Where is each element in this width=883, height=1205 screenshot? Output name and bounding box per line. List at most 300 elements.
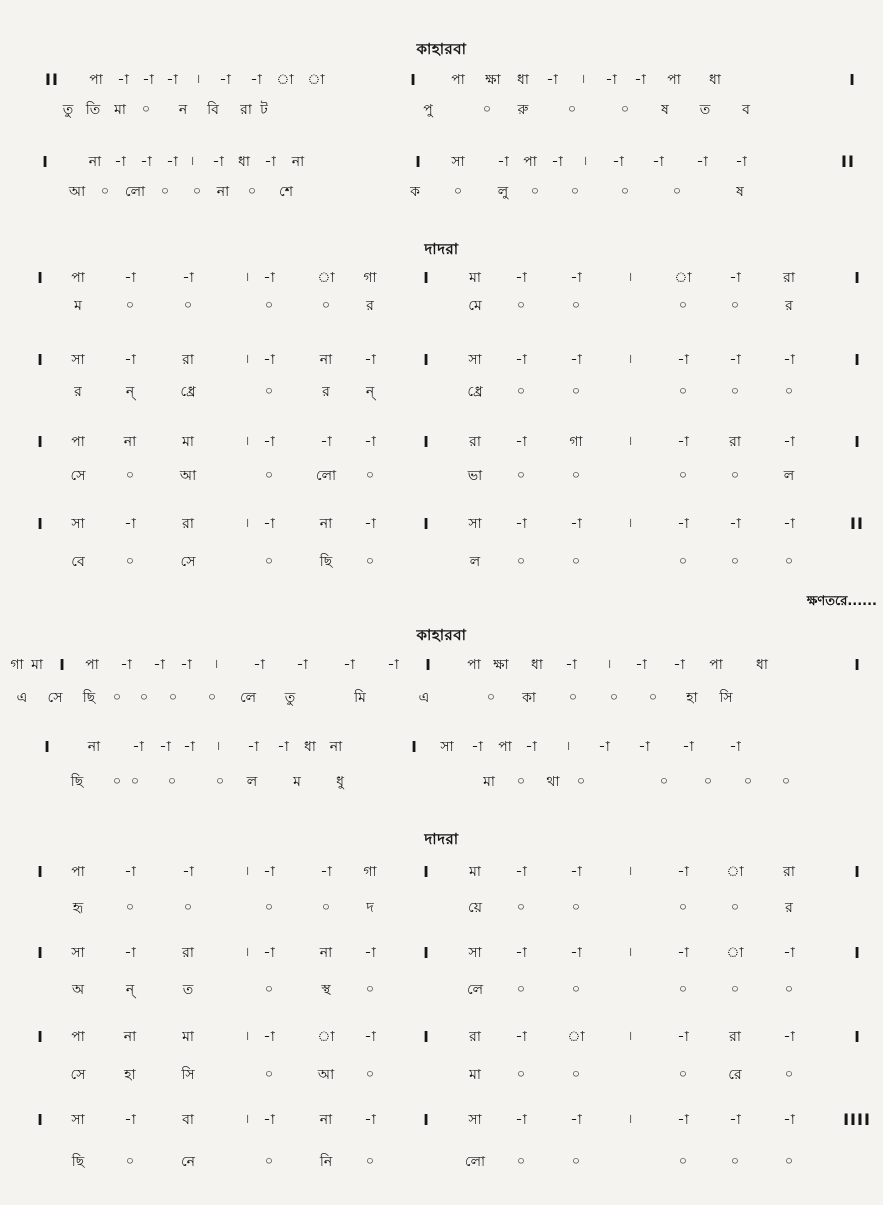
lyric-syllable: ত: [182, 982, 194, 998]
bar-line: I: [44, 738, 50, 756]
swara-note: -া: [677, 434, 689, 450]
lyric-syllable: ০: [516, 1154, 526, 1169]
lyric-syllable: সি: [181, 1067, 195, 1083]
swara-note: া: [317, 270, 335, 286]
swara-note: -া: [132, 739, 144, 755]
swara-note: -া: [471, 739, 483, 755]
swara-note: -া: [729, 270, 741, 286]
lyric-syllable: ০: [167, 774, 177, 789]
bar-line: I: [42, 153, 48, 171]
lyric-syllable: ০: [365, 1067, 375, 1082]
lyric-row: [0, 296, 883, 326]
lyric-syllable: র: [785, 298, 793, 314]
lyric-syllable: ০: [678, 384, 688, 399]
swara-note: -া: [638, 739, 650, 755]
swara-note: -া: [783, 352, 795, 368]
lyric-syllable: ব: [742, 102, 750, 118]
swara-note: ক্ষা: [493, 657, 509, 673]
lyric-syllable: ০: [264, 1154, 274, 1169]
swara-note: -া: [320, 864, 332, 880]
swara-note: -া: [183, 739, 195, 755]
bar-line: ।: [213, 657, 219, 672]
lyric-syllable: ০: [183, 900, 193, 915]
swara-note: ধা: [756, 657, 768, 673]
bar-line: I: [37, 944, 43, 962]
lyric-syllable: ০: [482, 102, 492, 117]
bar-line: I: [423, 515, 429, 533]
bar-line: I: [411, 738, 417, 756]
swara-note: না: [123, 1029, 137, 1045]
lyric-syllable: ০: [130, 774, 140, 789]
section-title: দাদরা: [424, 830, 459, 848]
lyric-syllable: ০: [678, 982, 688, 997]
bar-line: ।: [627, 1112, 633, 1127]
lyric-syllable: র: [366, 298, 374, 314]
lyric-syllable: ০: [207, 690, 217, 705]
swara-note: -া: [212, 154, 224, 170]
lyric-syllable: ০: [576, 774, 586, 789]
swara-note: ধা: [517, 72, 529, 88]
swara-note: -া: [570, 945, 582, 961]
lyric-syllable: ০: [125, 554, 135, 569]
swara-note: -া: [263, 1029, 275, 1045]
lyric-syllable: থা: [546, 774, 560, 790]
lyric-syllable: র: [322, 384, 330, 400]
lyric-syllable: ধ্রে: [180, 384, 196, 400]
swara-note: -া: [166, 72, 178, 88]
lyric-syllable: ০: [571, 468, 581, 483]
lyric-syllable: ০: [678, 1154, 688, 1169]
swara-note: পা: [71, 1029, 85, 1045]
notation-row: [0, 862, 883, 892]
lyric-syllable: মি: [354, 690, 366, 706]
lyric-syllable: ০: [264, 468, 274, 483]
swara-note: -া: [264, 154, 276, 170]
swara-note: গা: [363, 864, 377, 880]
lyric-syllable: নে: [180, 1154, 196, 1170]
swara-note: পা: [71, 864, 85, 880]
lyric-syllable: ০: [678, 1067, 688, 1082]
swara-note: -া: [612, 154, 624, 170]
lyric-syllable: ০: [516, 1067, 526, 1082]
swara-note: -া: [551, 154, 563, 170]
lyric-syllable: ০: [453, 184, 463, 199]
swara-note: -া: [253, 657, 265, 673]
section-title: কাহারবা: [416, 626, 467, 644]
lyric-syllable: ০: [730, 468, 740, 483]
bar-line: ।: [582, 154, 588, 169]
swara-note: া: [276, 72, 294, 88]
lyric-syllable: না: [216, 184, 230, 200]
swara-note: -া: [729, 352, 741, 368]
notation-row: [0, 350, 883, 380]
lyric-row: [0, 100, 883, 130]
bar-line: ।: [244, 1029, 250, 1044]
swara-note: না: [319, 516, 333, 532]
lyric-syllable: ০: [730, 982, 740, 997]
bar-line: I: [423, 351, 429, 369]
bar-line: ।: [627, 945, 633, 960]
lyric-syllable: ০: [678, 468, 688, 483]
swara-note: রা: [783, 270, 795, 286]
swara-note: -া: [124, 516, 136, 532]
lyric-row: [0, 182, 883, 212]
lyric-row: [0, 1065, 883, 1095]
lyric-syllable: ০: [730, 554, 740, 569]
bar-line: ।: [244, 516, 250, 531]
swara-note: ধা: [709, 72, 721, 88]
notation-row: [0, 943, 883, 973]
lyric-syllable: নি: [319, 1154, 333, 1170]
swara-note: -া: [525, 739, 537, 755]
swara-note: না: [88, 154, 102, 170]
lyric-row: [0, 772, 883, 802]
swara-note: -া: [515, 270, 527, 286]
lyric-syllable: ০: [215, 774, 225, 789]
lyric-syllable: ০: [678, 298, 688, 313]
bar-line: ।: [244, 1112, 250, 1127]
bar-line: ।: [606, 657, 612, 672]
lyric-syllable: লে: [239, 690, 257, 706]
lyric-row: [0, 688, 883, 718]
section-title: দাদরা: [424, 240, 459, 258]
lyric-syllable: ০: [516, 384, 526, 399]
lyric-syllable: ০: [784, 1067, 794, 1082]
swara-note: -া: [364, 1112, 376, 1128]
bar-line: I: [854, 656, 860, 674]
swara-note: রা: [729, 1029, 741, 1045]
lyric-syllable: দ: [366, 900, 374, 916]
swara-note: সা: [468, 352, 482, 368]
lyric-syllable: ০: [567, 102, 577, 117]
lyric-syllable: ০: [730, 1154, 740, 1169]
lyric-syllable: ০: [183, 298, 193, 313]
lyric-syllable: ০: [365, 468, 375, 483]
swara-note: সা: [468, 516, 482, 532]
bar-line: II: [850, 514, 864, 533]
notation-row: [0, 432, 883, 462]
swara-note: -া: [570, 864, 582, 880]
lyric-syllable: ০: [672, 184, 682, 199]
bar-line: ।: [565, 739, 571, 754]
bar-line: I: [37, 1028, 43, 1046]
swara-note: -া: [263, 1112, 275, 1128]
swara-note: া: [567, 1029, 585, 1045]
swara-note: পা: [71, 270, 85, 286]
swara-note: -া: [364, 352, 376, 368]
lyric-syllable: মে: [468, 298, 482, 314]
lyric-syllable: ০: [160, 184, 170, 199]
lyric-row: [0, 382, 883, 412]
swara-note: -া: [634, 72, 646, 88]
swara-note: -া: [140, 154, 152, 170]
lyric-syllable: ০: [609, 690, 619, 705]
swara-note: না: [123, 434, 137, 450]
swara-note: ধা: [238, 154, 250, 170]
swara-note: -া: [515, 1029, 527, 1045]
lyric-syllable: সে: [70, 468, 86, 484]
swara-note: -া: [515, 434, 527, 450]
bar-line: II: [841, 152, 855, 171]
lyric-syllable: শে: [279, 184, 293, 200]
lyric-syllable: ০: [571, 554, 581, 569]
swara-note: পা: [85, 657, 99, 673]
swara-note: রা: [729, 434, 741, 450]
lyric-syllable: ০: [678, 900, 688, 915]
lyric-syllable: ন্: [365, 384, 375, 400]
swara-note: -া: [783, 434, 795, 450]
swara-note: -া: [263, 270, 275, 286]
swara-note: না: [291, 154, 305, 170]
lyric-syllable: ০: [321, 900, 331, 915]
swara-note: -া: [677, 1112, 689, 1128]
footnote: ক্ষণতরে......: [806, 594, 877, 609]
lyric-syllable: ল: [246, 774, 258, 790]
swara-note: -া: [263, 352, 275, 368]
lyric-syllable: মা: [469, 1067, 481, 1083]
swara-note: পা: [89, 72, 103, 88]
lyric-syllable: ০: [264, 298, 274, 313]
swara-note: পা: [467, 657, 481, 673]
swara-note: সা: [71, 945, 85, 961]
lyric-syllable: হা: [686, 690, 698, 706]
bar-line: I: [37, 1111, 43, 1129]
lyric-syllable: কা: [522, 690, 536, 706]
swara-note: -া: [182, 270, 194, 286]
lyric-syllable: ০: [365, 554, 375, 569]
lyric-syllable: ০: [321, 298, 331, 313]
lyric-syllable: ০: [530, 184, 540, 199]
lyric-syllable: ম: [74, 298, 82, 314]
lyric-syllable: ০: [743, 774, 753, 789]
lyric-row: [0, 466, 883, 496]
bar-line: ।: [627, 864, 633, 879]
lyric-syllable: ০: [516, 900, 526, 915]
swara-note: ধা: [304, 739, 316, 755]
swara-note: পা: [667, 72, 681, 88]
lyric-syllable: ০: [571, 900, 581, 915]
swara-note: -া: [682, 739, 694, 755]
lyric-syllable: ০: [648, 690, 658, 705]
lyric-syllable: হৃ: [72, 900, 84, 916]
lyric-syllable: ধ্রে: [467, 384, 483, 400]
bar-line: ।: [244, 434, 250, 449]
lyric-syllable: ০: [620, 184, 630, 199]
swara-note: -া: [729, 516, 741, 532]
swara-note: -া: [247, 739, 259, 755]
bar-line: I: [423, 269, 429, 287]
swara-note: -া: [729, 1112, 741, 1128]
swara-note: পা: [71, 434, 85, 450]
lyric-syllable: ০: [659, 774, 669, 789]
swara-note: সা: [451, 154, 465, 170]
swara-note: ক্ষা: [485, 72, 501, 88]
lyric-syllable: লো: [464, 1154, 486, 1170]
lyric-syllable: বে: [71, 554, 85, 570]
bar-line: II: [45, 70, 59, 89]
swara-note: -া: [677, 516, 689, 532]
swara-note: গা: [10, 657, 24, 673]
swara-note: -া: [570, 1112, 582, 1128]
swara-note: গা: [363, 270, 377, 286]
swara-note: সা: [468, 945, 482, 961]
swara-note: -া: [515, 945, 527, 961]
lyric-syllable: ০: [784, 554, 794, 569]
bar-line: ।: [627, 516, 633, 531]
swara-note: পা: [709, 657, 723, 673]
bar-line: I: [37, 515, 43, 533]
bar-line: ।: [627, 352, 633, 367]
lyric-syllable: ০: [141, 102, 151, 117]
lyric-syllable: হা: [124, 1067, 136, 1083]
lyric-row: [0, 552, 883, 582]
swara-note: -া: [598, 739, 610, 755]
swara-note: রা: [469, 1029, 481, 1045]
lyric-syllable: ম: [293, 774, 301, 790]
swara-note: -া: [364, 516, 376, 532]
swara-note: -া: [117, 72, 129, 88]
lyric-syllable: পু: [423, 102, 433, 118]
swara-note: -া: [652, 154, 664, 170]
swara-note: -া: [783, 945, 795, 961]
bar-line: I: [37, 433, 43, 451]
lyric-syllable: ট: [260, 102, 268, 118]
lyric-syllable: ০: [516, 298, 526, 313]
bar-line: I: [410, 71, 416, 89]
swara-note: পা: [498, 739, 512, 755]
swara-note: -া: [546, 72, 558, 88]
lyric-syllable: ০: [125, 468, 135, 483]
swara-note: -া: [783, 516, 795, 532]
lyric-syllable: ছি: [70, 774, 84, 790]
swara-note: -া: [635, 657, 647, 673]
swara-note: না: [319, 945, 333, 961]
swara-note: -া: [124, 1112, 136, 1128]
swara-note: -া: [677, 352, 689, 368]
swara-note: রা: [182, 516, 194, 532]
swara-note: -া: [219, 72, 231, 88]
lyric-syllable: মা: [114, 102, 126, 118]
lyric-syllable: ভা: [467, 468, 483, 484]
swara-note: -া: [735, 154, 747, 170]
lyric-syllable: ০: [365, 982, 375, 997]
bar-line: I: [425, 656, 431, 674]
lyric-syllable: ০: [568, 690, 578, 705]
lyric-syllable: ন্: [125, 982, 135, 998]
lyric-syllable: এ: [418, 690, 430, 706]
bar-line: ।: [244, 352, 250, 367]
lyric-syllable: ০: [730, 384, 740, 399]
bar-line: IIII: [843, 1110, 871, 1129]
lyric-syllable: ০: [247, 184, 257, 199]
swara-note: -া: [364, 945, 376, 961]
swara-note: -া: [497, 154, 509, 170]
swara-note: -া: [696, 154, 708, 170]
lyric-syllable: আ: [179, 468, 197, 484]
swara-note: না: [319, 352, 333, 368]
swara-note: সা: [468, 1112, 482, 1128]
lyric-syllable: ০: [571, 298, 581, 313]
bar-line: I: [854, 1028, 860, 1046]
lyric-syllable: ০: [264, 554, 274, 569]
lyric-syllable: ০: [571, 1154, 581, 1169]
bar-line: ।: [627, 270, 633, 285]
lyric-syllable: ০: [264, 1067, 274, 1082]
lyric-syllable: সি: [719, 690, 733, 706]
lyric-syllable: তু: [284, 690, 296, 706]
bar-line: ।: [627, 1029, 633, 1044]
section-title: কাহারবা: [416, 40, 467, 58]
lyric-syllable: ০: [125, 298, 135, 313]
lyric-syllable: ০: [365, 1154, 375, 1169]
lyric-syllable: ০: [703, 774, 713, 789]
bar-line: I: [854, 351, 860, 369]
lyric-syllable: ০: [112, 690, 122, 705]
swara-note: -া: [570, 352, 582, 368]
lyric-syllable: রে: [728, 1067, 742, 1083]
swara-note: -া: [180, 657, 192, 673]
bar-line: ।: [244, 945, 250, 960]
swara-note: মা: [469, 270, 481, 286]
notation-row: [0, 514, 883, 544]
swara-note: মা: [469, 864, 481, 880]
swara-note: -া: [124, 352, 136, 368]
swara-note: -া: [515, 352, 527, 368]
swara-note: না: [319, 1112, 333, 1128]
lyric-syllable: ত: [699, 102, 711, 118]
swara-note: -া: [263, 516, 275, 532]
lyric-syllable: ক: [410, 184, 420, 200]
swara-note: -া: [677, 864, 689, 880]
swara-note: -া: [565, 657, 577, 673]
lyric-syllable: ষ: [661, 102, 669, 118]
bar-line: ।: [189, 154, 195, 169]
lyric-syllable: ল: [469, 554, 481, 570]
bar-line: ।: [244, 270, 250, 285]
lyric-syllable: ন্: [125, 384, 135, 400]
lyric-syllable: অ: [71, 982, 85, 998]
swara-note: -া: [142, 72, 154, 88]
bar-line: I: [37, 863, 43, 881]
swara-note: -া: [677, 945, 689, 961]
lyric-syllable: ০: [264, 982, 274, 997]
lyric-syllable: য়ে: [468, 900, 482, 916]
lyric-syllable: ০: [516, 774, 526, 789]
swara-note: মা: [182, 1029, 194, 1045]
bar-line: I: [854, 944, 860, 962]
lyric-syllable: তু: [62, 102, 74, 118]
swara-note: মা: [182, 434, 194, 450]
swara-note: -া: [515, 864, 527, 880]
bar-line: I: [849, 71, 855, 89]
swara-note: মা: [31, 657, 43, 673]
lyric-syllable: ০: [730, 900, 740, 915]
lyric-syllable: রু: [517, 102, 529, 118]
swara-note: রা: [783, 864, 795, 880]
lyric-syllable: র: [74, 384, 82, 400]
swara-note: সা: [71, 516, 85, 532]
lyric-syllable: ০: [571, 982, 581, 997]
bar-line: I: [423, 1028, 429, 1046]
lyric-syllable: ০: [571, 1067, 581, 1082]
swara-note: পা: [451, 72, 465, 88]
bar-line: ।: [215, 739, 221, 754]
lyric-syllable: ০: [264, 900, 274, 915]
swara-note: -া: [263, 434, 275, 450]
lyric-syllable: ০: [100, 184, 110, 199]
swara-note: -া: [320, 434, 332, 450]
notation-row: [0, 737, 883, 767]
